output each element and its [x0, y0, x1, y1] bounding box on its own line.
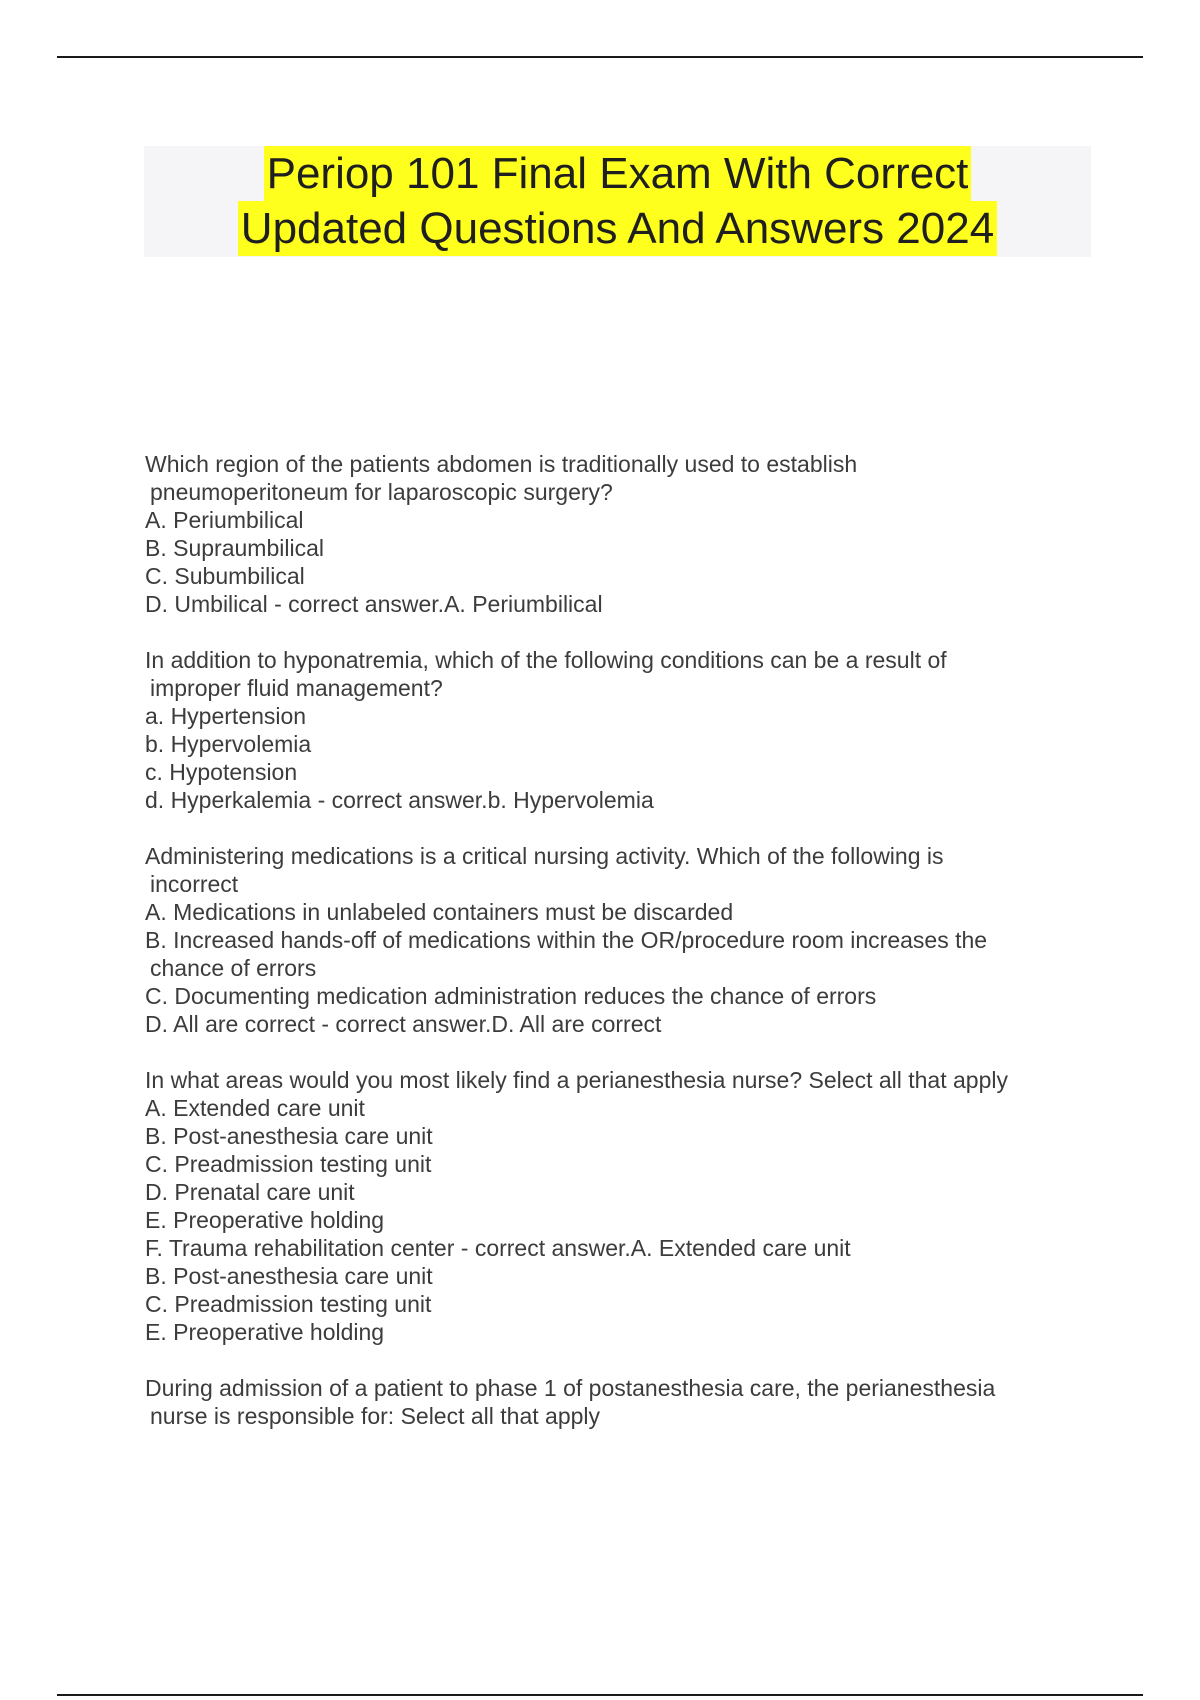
- question-2: [145, 646, 1105, 814]
- answer-option: C. Subumbilical: [145, 563, 305, 589]
- answer-option: B. Increased hands-off of medications within the OR/procedure room increases the: [145, 927, 988, 953]
- question-text-continued: incorrect: [150, 871, 239, 897]
- answer-option: A. Medications in unlabeled containers must be discarded: [145, 899, 734, 925]
- answer-option: C. Preadmission testing unit: [145, 1151, 432, 1177]
- question-text-continued: improper fluid management?: [150, 675, 443, 701]
- answer-option: B. Supraumbilical: [145, 535, 324, 561]
- question-text: Administering medications is a critical nursing activity. Which of the following is: [145, 843, 944, 869]
- question-text-continued: nurse is responsible for: Select all that apply: [150, 1403, 601, 1429]
- question-1: [145, 450, 1105, 618]
- question-text: In what areas would you most likely find a perianesthesia nurse? Select all that apply: [145, 1067, 1008, 1093]
- question-text: During admission of a patient to phase 1 of postanesthesia care, the perianesthesia: [145, 1375, 996, 1401]
- answer-option: b. Hypervolemia: [145, 731, 312, 757]
- answer-option: B. Post-anesthesia care unit: [145, 1123, 433, 1149]
- answer-option-with-correct-answer: F. Trauma rehabilitation center - correct answer.A. Extended care unit: [145, 1235, 851, 1261]
- question-3: [145, 842, 1105, 1038]
- question-5: [145, 1374, 1105, 1430]
- correct-answer-line: E. Preoperative holding: [145, 1319, 385, 1345]
- header-rule: [57, 56, 1143, 58]
- answer-option: D. Prenatal care unit: [145, 1179, 355, 1205]
- title-line-2: Updated Questions And Answers 2024: [238, 201, 997, 256]
- title-line-1: Periop 101 Final Exam With Correct: [264, 146, 972, 201]
- question-text: Which region of the patients abdomen is traditionally used to establish: [145, 451, 858, 477]
- answer-option: a. Hypertension: [145, 703, 307, 729]
- footer-rule: [57, 1694, 1143, 1696]
- question-text: In addition to hyponatremia, which of the following conditions can be a result of: [145, 647, 947, 673]
- answer-option: C. Documenting medication administration reduces the chance of errors: [145, 983, 877, 1009]
- answer-option-with-correct-answer: D. All are correct - correct answer.D. All are correct: [145, 1011, 662, 1037]
- correct-answer-line: B. Post-anesthesia care unit: [145, 1263, 433, 1289]
- document-title: [144, 146, 1091, 257]
- answer-option: A. Extended care unit: [145, 1095, 365, 1121]
- answer-option: E. Preoperative holding: [145, 1207, 385, 1233]
- question-4: [145, 1066, 1105, 1346]
- answer-option: A. Periumbilical: [145, 507, 304, 533]
- correct-answer-line: C. Preadmission testing unit: [145, 1291, 432, 1317]
- answer-option-continued: chance of errors: [150, 955, 317, 981]
- question-list: [145, 450, 1105, 1458]
- question-text-continued: pneumoperitoneum for laparoscopic surgery?: [150, 479, 613, 505]
- answer-option-with-correct-answer: D. Umbilical - correct answer.A. Periumbilical: [145, 591, 603, 617]
- answer-option: c. Hypotension: [145, 759, 298, 785]
- answer-option-with-correct-answer: d. Hyperkalemia - correct answer.b. Hypervolemia: [145, 787, 654, 813]
